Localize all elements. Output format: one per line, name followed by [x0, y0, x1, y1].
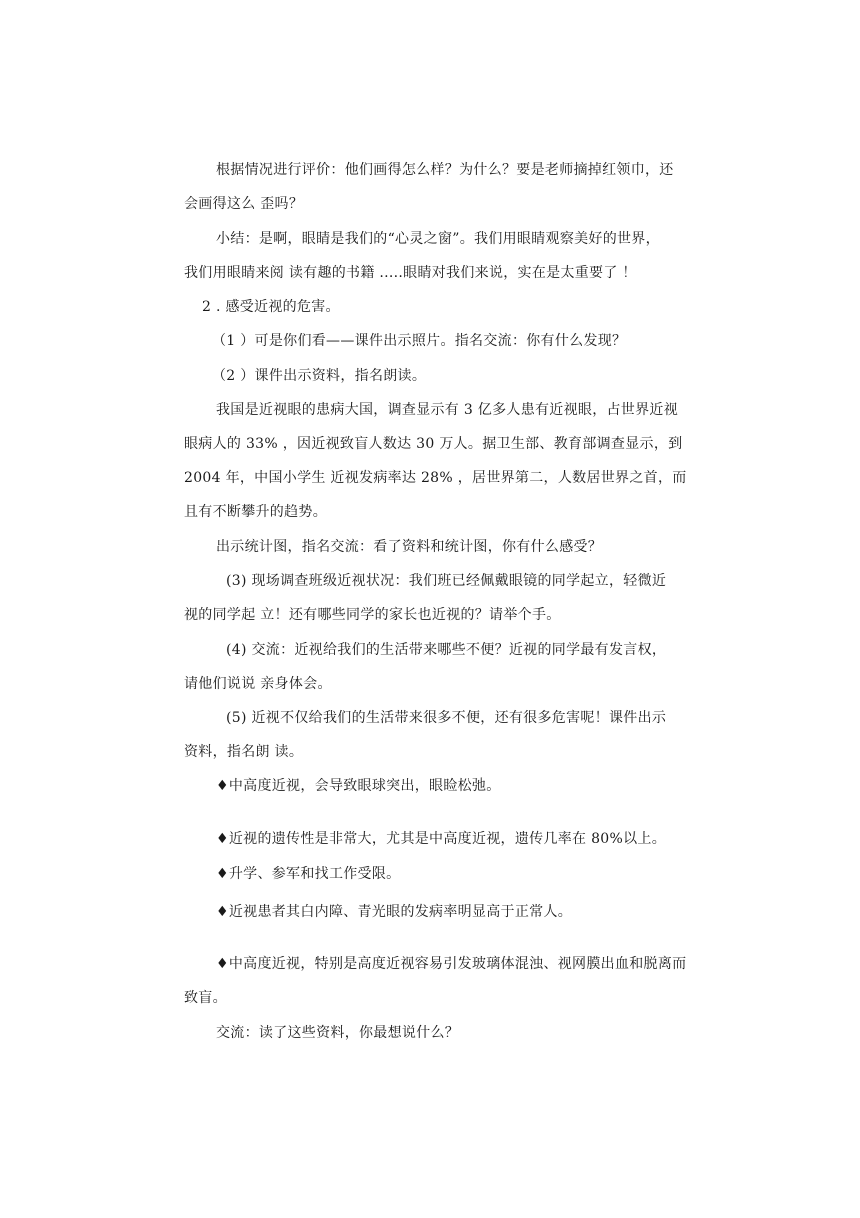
text-line: 2004 年，中国小学生 近视发病率达 28% ，居世界第二，人数居世界之首，而	[184, 470, 687, 486]
text-line: 资料，指名朗 读。	[184, 744, 304, 760]
bullet-item: ♦升学、参军和找工作受限。	[216, 866, 401, 882]
text-line: 会画得这么 歪吗？	[184, 196, 304, 212]
text-line: 根据情况进行评价：他们画得怎么样？为什么？要是老师摘掉红领巾，还	[216, 162, 674, 178]
text-line: 致盲。	[184, 990, 227, 1006]
bullet-item: ♦近视的遗传性是非常大，尤其是中高度近视，遗传几率在 80%以上。	[216, 831, 667, 847]
text-line: 且有不断攀升的趋势。	[184, 504, 327, 520]
text-line: 我国是近视眼的患病大国，调查显示有 3 亿多人患有近视眼，占世界近视	[216, 402, 679, 418]
bullet-item: ♦中高度近视，特别是高度近视容易引发玻璃体混浊、视网膜出血和脱离而	[216, 956, 687, 972]
text-line: (3) 现场调查班级近视状况：我们班已经佩戴眼镜的同学起立，轻微近	[226, 573, 667, 589]
text-line: 交流：读了这些资料，你最想说什么？	[216, 1025, 460, 1041]
text-line: 我们用眼睛来阅 读有趣的书籍 .....眼睛对我们来说，实在是太重要了 ！	[184, 265, 637, 281]
text-line: 请他们说说 亲身体会。	[184, 676, 332, 692]
text-line: 小结：是啊，眼睛是我们的“心灵之窗”。我们用眼睛观察美好的世界，	[216, 231, 660, 247]
bullet-item: ♦近视患者其白内障、青光眼的发病率明显高于正常人。	[216, 904, 573, 920]
text-line: 眼病人的 33% ，因近视致盲人数达 30 万人。据卫生部、教育部调查显示，到	[184, 436, 683, 452]
text-line: （2 ）课件出示资料，指名朗读。	[212, 368, 427, 384]
text-line: （1 ）可是你们看——课件出示照片。指名交流：你有什么发现？	[212, 333, 627, 349]
section-heading: 2 . 感受近视的危害。	[202, 299, 340, 315]
bullet-item: ♦中高度近视，会导致眼球突出，眼睑松弛。	[216, 778, 501, 794]
text-line: (4) 交流：近视给我们的生活带来哪些不便？近视的同学最有发言权，	[226, 642, 667, 658]
text-line: 视的同学起 立！还有哪些同学的家长也近视的？请举个手。	[184, 607, 561, 623]
text-line: (5) 近视不仅给我们的生活带来很多不便，还有很多危害呢！课件出示	[226, 710, 667, 726]
text-line: 出示统计图，指名交流：看了资料和统计图，你有什么感受？	[216, 539, 603, 555]
